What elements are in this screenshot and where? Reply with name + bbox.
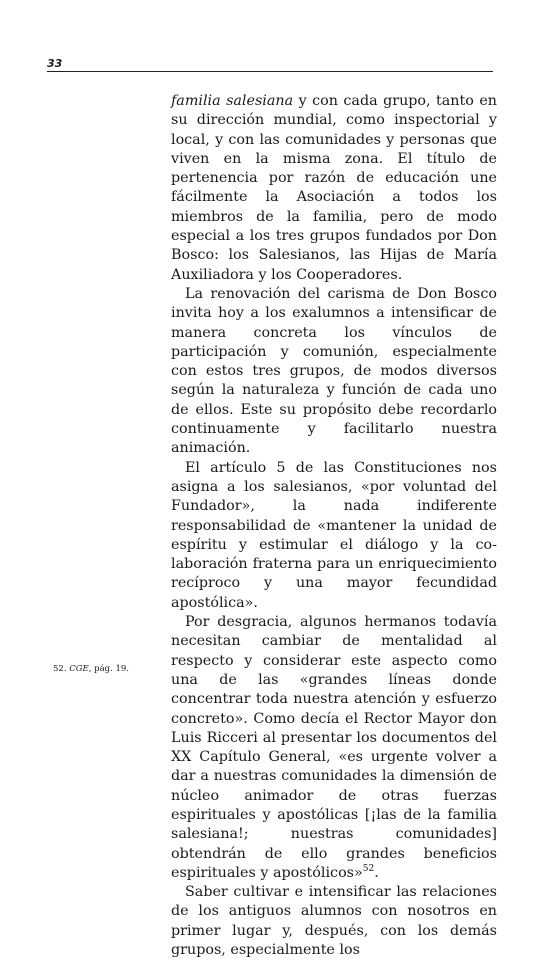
- footnote-page: pág. 19.: [94, 664, 130, 674]
- footnote-reference: 52: [362, 864, 375, 875]
- paragraph-1-text: y con cada grupo, tanto en su dirección mundial, como inspectorial y local, y con las comunidades y personas que viven en la misma zona. El título de pertenencia por razón de educación une fácilmente la Asociación a todos los miembros de la familia, pero de modo especial a los tres grupos fundados por Don Bosco: los Salesianos, las Hijas de María Auxiliadora y los Cooperadores.: [171, 93, 498, 283]
- footnote-source: CGE,: [69, 664, 92, 674]
- paragraph-4-end: .: [374, 864, 379, 881]
- paragraph-3: El artículo 5 de las Constituciones nos asigna a los salesianos, «por voluntad del Fundador», la nada indiferente responsabilidad de «mantener la unidad de espíritu y estimular el diálogo y la colaboración fraterna para un enriquecimiento recíproco y una mayor fecundidad apostólica».: [171, 459, 497, 611]
- page-number: 33: [47, 57, 63, 70]
- body-text: [171, 92, 497, 960]
- footnote-number: 52.: [53, 664, 67, 674]
- header-rule: [47, 71, 493, 72]
- footnote: [53, 664, 163, 675]
- paragraph-4-text: Por desgracia, algunos hermanos todavía necesitan cambiar de mentalidad al respecto y considerar este aspecto como una de las «grandes líneas donde concentrar toda nuestra atención y esfuerzo concreto». Como decía el Rector Mayor don Luis Ricceri al presentar los documentos del XX Capítulo General, «es urgente volver a dar a nuestras comunidades la dimensión de núcleo animador de otras fuerzas espirituales y apostólicas [¡las de la familia salesiana!; nuestras comunidades] obtendrán de ello grandes beneficios espirituales y apostólicos»: [171, 614, 497, 881]
- paragraph-5: Saber cultivar e intensificar las relaciones de los antiguos alumnos con nosotros en primer lugar y, después, con los demás grupos, especialmente los: [171, 884, 497, 959]
- paragraph-4: [171, 613, 497, 883]
- paragraph-1: [171, 92, 497, 285]
- italic-phrase: familia salesiana: [171, 93, 294, 109]
- paragraph-2: La renovación del carisma de Don Bosco invita hoy a los exalumnos a intensificar de manera concreta los vínculos de participación y comunión, especialmente con estos tres grupos, de modos diversos según la naturaleza y función de cada uno de ellos. Este su propósito debe recordarlo continuamente y facilitarlo nuestra animación.: [171, 285, 497, 457]
